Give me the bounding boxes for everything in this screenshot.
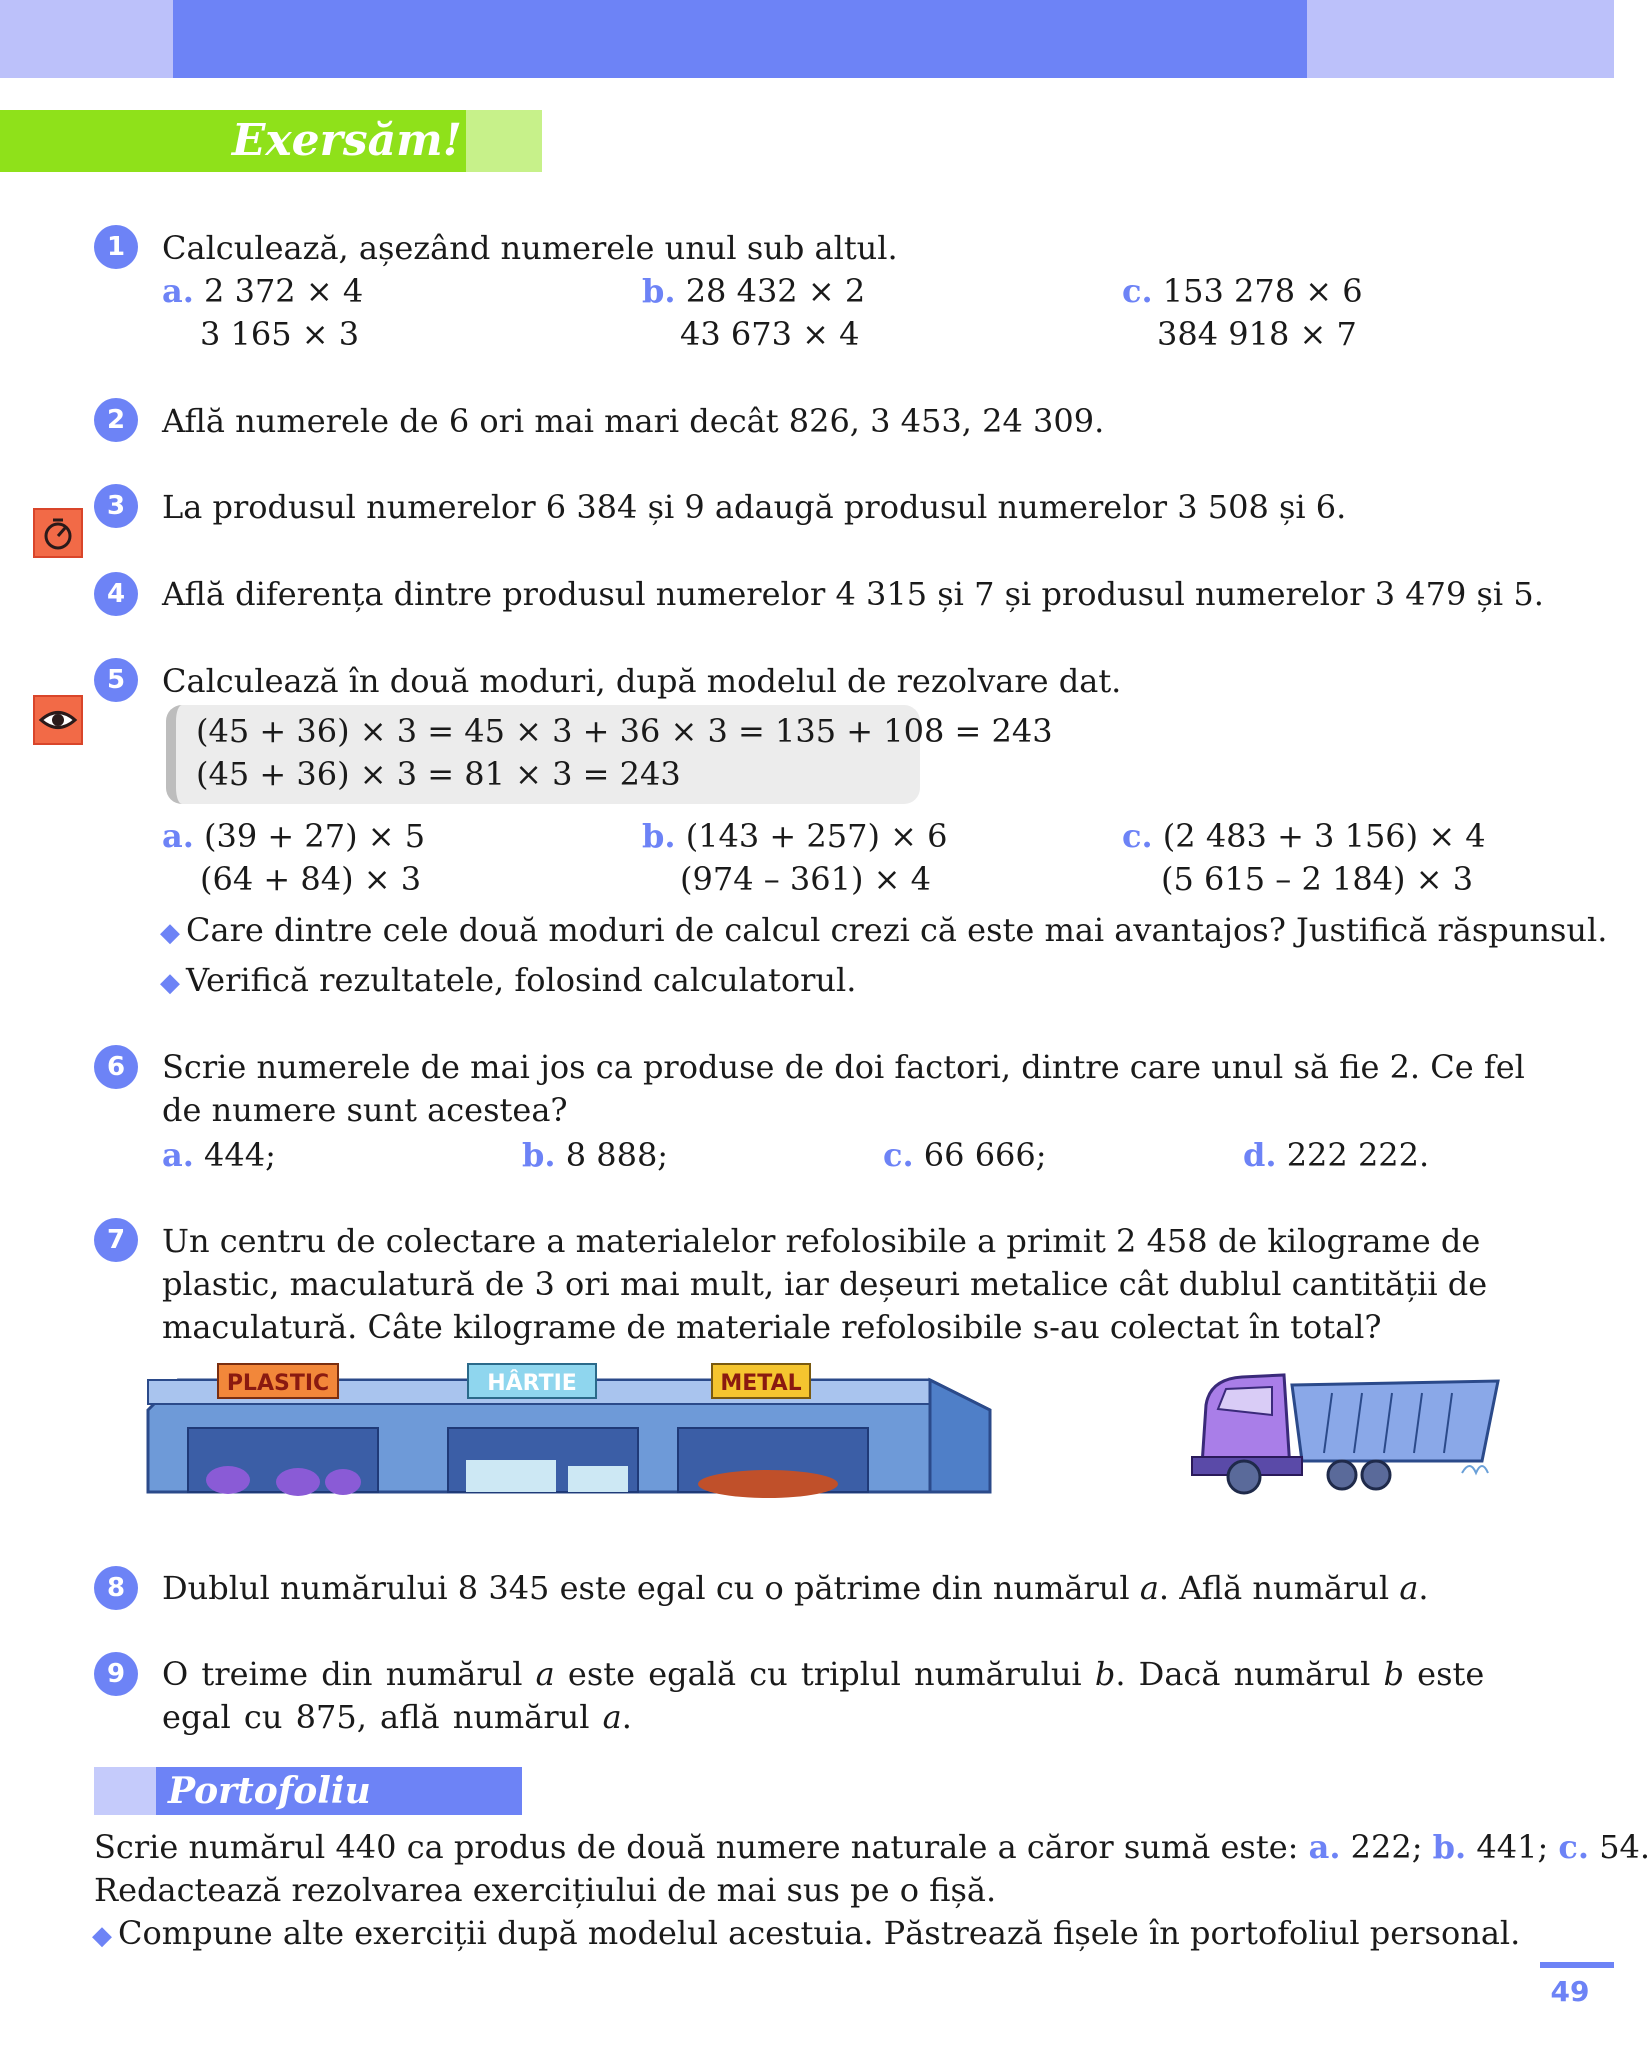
eye-icon xyxy=(33,695,83,745)
exercise-text: La produsul numerelor 6 384 și 9 adaugă produsul numerelor 3 508 și 6. xyxy=(162,488,1347,526)
stopwatch-icon xyxy=(33,508,83,558)
exercise-item-a: a. (39 + 27) × 5 xyxy=(162,817,426,855)
exercise-item-b-line2: 43 673 × 4 xyxy=(680,315,860,353)
exercise-item-a-line2: (64 + 84) × 3 xyxy=(200,860,422,898)
diamond-icon: ◆ xyxy=(92,1921,112,1951)
exercise-item-b: b. (143 + 257) × 6 xyxy=(642,817,948,855)
exercise-number: 6 xyxy=(94,1045,138,1089)
exercise-item-a: a. 2 372 × 4 xyxy=(162,272,364,310)
paper-sign: HÂRTIE xyxy=(487,1371,577,1396)
exercise-item-d: d. 222 222. xyxy=(1243,1136,1430,1174)
section-title: Exersăm! xyxy=(231,115,462,166)
exercise-number: 9 xyxy=(94,1652,138,1696)
metal-sign: METAL xyxy=(720,1371,802,1396)
exercise-item-c-line2: 384 918 × 7 xyxy=(1157,315,1357,353)
exercise-item-b-line2: (974 – 361) × 4 xyxy=(680,860,931,898)
exercise-item-a: a. 444; xyxy=(162,1136,276,1174)
exercise-text: Dublul numărului 8 345 este egal cu o pătrime din numărul a. Află numărul a. xyxy=(162,1569,1429,1607)
exercise-text: Află diferența dintre produsul numerelor 4 315 și 7 și produsul numerelor 3 479 și 5. xyxy=(162,575,1544,613)
portfolio-banner-accent xyxy=(94,1767,156,1815)
portfolio-line-3: ◆ Compune alte exerciții după modelul acestuia. Păstrează fișele în portofoliul personal. xyxy=(92,1914,1521,1952)
exercise-number: 7 xyxy=(94,1218,138,1262)
exercise-item-a-line2: 3 165 × 3 xyxy=(200,315,360,353)
portfolio-line-2: Redactează rezolvarea exercițiului de mai sus pe o fișă. xyxy=(94,1871,997,1909)
exercise-item-c: c. (2 483 + 3 156) × 4 xyxy=(1122,817,1486,855)
bullet-question: ◆ Verifică rezultatele, folosind calculatorul. xyxy=(160,961,857,999)
plastic-sign: PLASTIC xyxy=(226,1371,330,1396)
bullet-question: ◆ Care dintre cele două moduri de calcul crezi că este mai avantajos? Justifică răspunsul. xyxy=(160,911,1608,949)
exercise-item-b: b. 28 432 × 2 xyxy=(642,272,866,310)
exercise-item-c-line2: (5 615 – 2 184) × 3 xyxy=(1161,860,1474,898)
exercise-number: 8 xyxy=(94,1566,138,1610)
exercise-text: Află numerele de 6 ori mai mari decât 826, 3 453, 24 309. xyxy=(162,402,1105,440)
model-line-1: (45 + 36) × 3 = 45 × 3 + 36 × 3 = 135 + 108 = 243 xyxy=(196,712,1053,750)
exercise-number: 4 xyxy=(94,572,138,616)
model-line-2: (45 + 36) × 3 = 81 × 3 = 243 xyxy=(196,755,681,793)
diamond-icon: ◆ xyxy=(160,968,180,998)
exercise-number: 5 xyxy=(94,658,138,702)
exercise-text: O treime din numărul a este egală cu triplul numărului b. Dacă numărul b este egal cu 875, află numărul a. xyxy=(162,1655,1485,1736)
exercise-number: 1 xyxy=(94,225,138,269)
exercise-text: Calculează, așezând numerele unul sub altul. xyxy=(162,229,898,267)
section-banner-accent xyxy=(466,110,542,172)
exercise-item-b: b. 8 888; xyxy=(522,1136,669,1174)
exercise-item-c: c. 153 278 × 6 xyxy=(1122,272,1363,310)
page-number-rule xyxy=(1540,1962,1614,1968)
recycling-center-illustration xyxy=(148,1362,990,1498)
exercise-number: 3 xyxy=(94,484,138,528)
exercise-text: Calculează în două moduri, după modelul de rezolvare dat. xyxy=(162,662,1122,700)
exercise-text: Un centru de colectare a materialelor refolosibile a primit 2 458 de kilograme de plastic, maculatură de 3 ori mai mult, iar deșeuri metalice cât dublul cantității de maculatură. Câte kilograme de materiale refolosibile s-au colectat în total? xyxy=(162,1222,1488,1346)
page-number: 49 xyxy=(1550,1975,1590,2008)
exercise-number: 2 xyxy=(94,398,138,442)
header-bar xyxy=(173,0,1307,78)
portfolio-title: Portofoliu xyxy=(168,1770,371,1812)
portfolio-line-1: Scrie numărul 440 ca produs de două numere naturale a căror sumă este: a. 222; b. 441; c. 54. xyxy=(94,1828,1650,1866)
exercise-text: Scrie numerele de mai jos ca produse de doi factori, dintre care unul să fie 2. Ce fel de numere sunt acestea? xyxy=(162,1048,1525,1129)
diamond-icon: ◆ xyxy=(160,918,180,948)
truck-illustration xyxy=(1192,1365,1504,1497)
exercise-item-c: c. 66 666; xyxy=(883,1136,1047,1174)
